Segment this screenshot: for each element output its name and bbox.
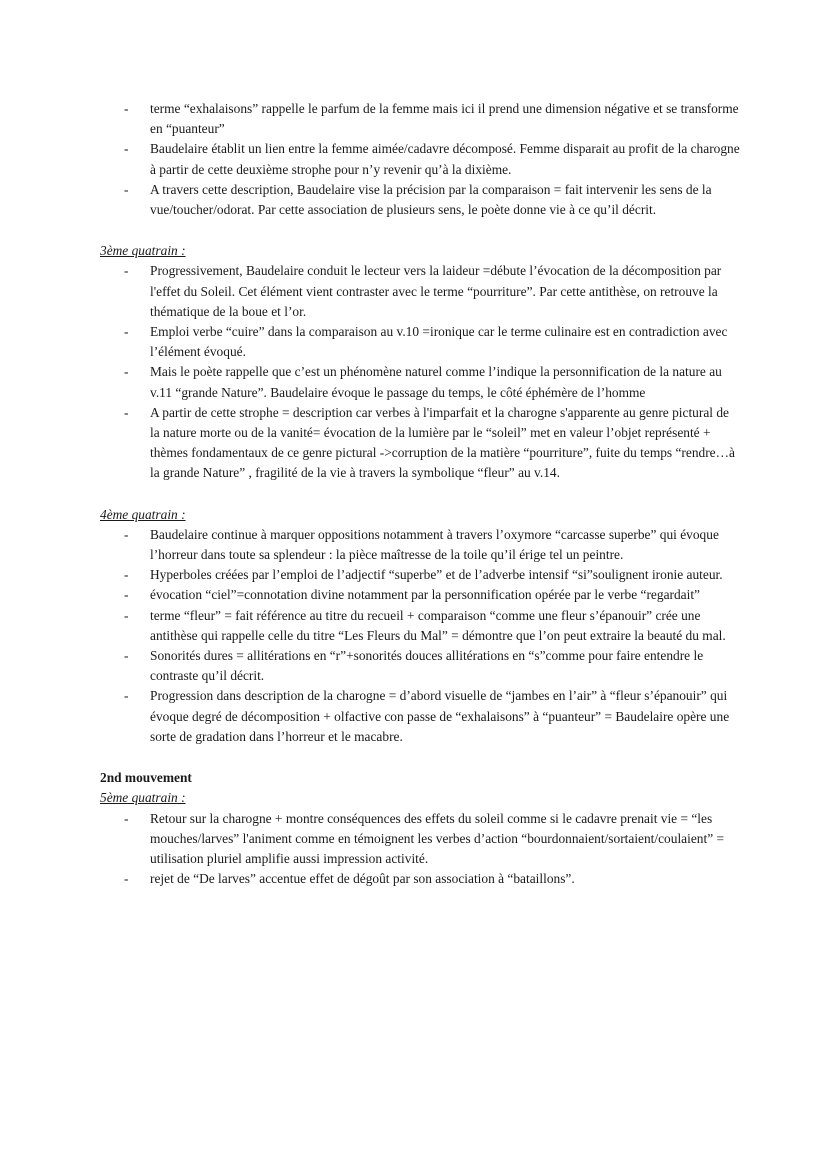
list-item xyxy=(100,809,740,870)
list-item-text: Retour sur la charogne + montre conséquences des effets du soleil comme si le cadavre prenait vie = “les mouches/larves” l'animent comme en témoignent les verbes d’action “bourdonnaient/sortaient/coulaient” = utilisation pluriel amplifie aussi impression activité. xyxy=(150,810,725,866)
list-item-text: A travers cette description, Baudelaire vise la précision par la comparaison = fait intervenir les sens de la vue/toucher/odorat. Par cette association de plusieurs sens, le poète donne vie à ce qu’il décrit. xyxy=(150,181,712,218)
list-item xyxy=(100,261,740,322)
movement-heading: 2nd mouvement xyxy=(100,770,192,786)
list-item-text: Sonorités dures = allitérations en “r”+sonorités douces allitérations en “s”comme pour faire entendre le contraste qu’il décrit. xyxy=(150,648,704,684)
list-item-text: Baudelaire continue à marquer oppositions notamment à travers l’oxymore “carcasse superbe” qui évoque l’horreur dans toute sa splendeur : la pièce maîtresse de la toile qu’il érige tel un peintre. xyxy=(150,526,719,563)
list-item xyxy=(100,322,740,362)
bullet-dash: - xyxy=(124,688,129,704)
bullet-dash: - xyxy=(124,810,129,826)
list-item-text: terme “exhalaisons” rappelle le parfum de la femme mais ici il prend une dimension négative et se transforme en “puanteur” xyxy=(150,101,739,137)
list-item-text: rejet de “De larves” accentue effet de dégoût par son association à “bataillons”. xyxy=(150,871,575,887)
list-item xyxy=(100,686,740,747)
list-item xyxy=(100,99,740,139)
list-item xyxy=(100,585,740,605)
list-item-text: Baudelaire établit un lien entre la femme aimée/cadavre décomposé. Femme disparait au profit de la charogne à partir de cette deuxième strophe pour n’y revenir qu’à la dixième. xyxy=(150,141,740,177)
bullet-dash: - xyxy=(124,263,129,279)
list-item-text: Emploi verbe “cuire” dans la comparaison au v.10 =ironique car le terme culinaire est en contradiction avec l’élément évoqué. xyxy=(150,324,728,360)
bullet-dash: - xyxy=(124,871,129,887)
list-item xyxy=(100,525,740,565)
section-heading-quatrain-5: 5ème quatrain : xyxy=(100,790,186,806)
bullet-dash: - xyxy=(124,181,129,197)
list-item-text: A partir de cette strophe = description car verbes à l'imparfait et la charogne s'apparente au genre pictural de la nature morte ou de la vanité= évocation de la lumière par le “soleil” met en valeur l’objet représenté + thèmes fondamentaux de ce genre pictural ->corruption de la matière “pourriture”, fuite du temps “rendre…à la grande Nature” , fragilité de la vie à travers la symbolique “fleur” au v.14. xyxy=(150,404,735,481)
bullet-dash: - xyxy=(124,364,129,380)
bullet-list-quatrain-5 xyxy=(100,809,740,890)
bullet-dash: - xyxy=(124,324,129,340)
bullet-dash: - xyxy=(124,404,129,420)
bullet-list-quatrain-3 xyxy=(100,261,740,483)
bullet-dash: - xyxy=(124,587,129,603)
list-item-text: évocation “ciel”=connotation divine notamment par la personnification opérée par le verbe “regardait” xyxy=(150,587,700,603)
list-item xyxy=(100,139,740,179)
bullet-list-intro xyxy=(100,99,740,220)
list-item-text: Hyperboles créées par l’emploi de l’adjectif “superbe” et de l’adverbe intensif “si”soulignent ironie auteur. xyxy=(150,567,723,583)
bullet-dash: - xyxy=(124,141,129,157)
list-item xyxy=(100,180,740,220)
bullet-dash: - xyxy=(124,526,129,542)
list-item-text: Progression dans description de la charogne = d’abord visuelle de “jambes en l’air” à “fleur s’épanouir” qui évoque degré de décomposition + olfactive con passe de “exhalaisons” à “puanteur” = Baudelaire opère une sorte de gradation dans l’horreur et le macabre. xyxy=(150,688,730,744)
list-item xyxy=(100,362,740,402)
list-item xyxy=(100,606,740,646)
bullet-dash: - xyxy=(124,648,129,664)
list-item-text: Mais le poète rappelle que c’est un phénomène naturel comme l’indique la personnification de la nature au v.11 “grande Nature”. Baudelaire évoque le passage du temps, le côté éphémère de l’homme xyxy=(150,364,722,400)
list-item xyxy=(100,646,740,686)
list-item-text: terme “fleur” = fait référence au titre du recueil + comparaison “comme une fleur s’épanouir” crée une antithèse qui rappelle celle du titre “Les Fleurs du Mal” = démontre que l’on peut extraire la beauté du mal. xyxy=(150,607,726,643)
bullet-dash: - xyxy=(124,567,129,583)
section-heading-quatrain-4: 4ème quatrain : xyxy=(100,506,186,522)
bullet-dash: - xyxy=(124,101,129,116)
list-item xyxy=(100,869,740,889)
list-item-text: Progressivement, Baudelaire conduit le lecteur vers la laideur =débute l’évocation de la décomposition par l'effet du Soleil. Cet élément vient contraster avec le terme “pourriture”. Par cette antithèse, on retrouve la thématique de la boue et l’or. xyxy=(150,263,722,319)
section-heading-quatrain-3: 3ème quatrain : xyxy=(100,243,186,259)
document-body xyxy=(100,99,740,889)
list-item xyxy=(100,403,740,484)
bullet-list-quatrain-4 xyxy=(100,525,740,747)
list-item xyxy=(100,565,740,585)
bullet-dash: - xyxy=(124,607,129,623)
